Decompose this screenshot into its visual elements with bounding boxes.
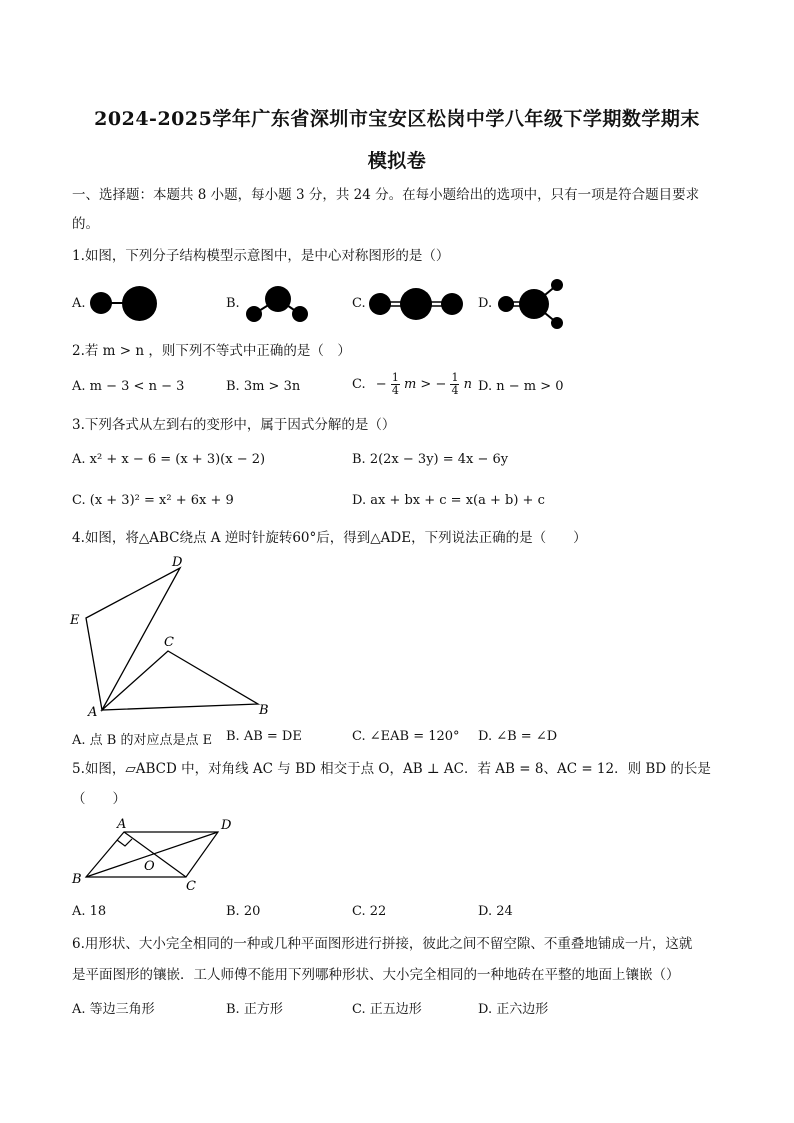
q5-parallelogram-figure	[62, 810, 252, 895]
q3-option-d: D. ax + bx + c = x(a + b) + c	[352, 493, 545, 508]
q5-option-c: C. 22	[352, 904, 387, 919]
q1-model-b	[240, 282, 315, 327]
q2-option-a: A. m − 3 < n − 3	[72, 379, 185, 394]
q6-option-c: C. 正五边形	[352, 1002, 422, 1017]
section-instruction-line2: 的。	[72, 216, 99, 232]
q6-option-b: B. 正方形	[226, 1002, 283, 1017]
q4-label-c: C	[164, 635, 174, 650]
q1-option-a-label: A.	[72, 296, 86, 311]
triangle-abc	[102, 651, 258, 710]
q3-option-b: B. 2(2x − 3y) = 4x − 6y	[352, 452, 509, 467]
q3-option-c: C. (x + 3)² = x² + 6x + 9	[72, 493, 234, 508]
q2-option-c-tail: n	[463, 377, 472, 392]
q1-option-b-label: B.	[226, 296, 240, 311]
q4-label-d: D	[172, 555, 183, 570]
q5-label-a: A	[117, 817, 127, 832]
q5-stem-tail: （ ）	[72, 791, 126, 807]
diagonal-ac	[124, 832, 186, 877]
q4-option-b: B. AB = DE	[226, 729, 302, 744]
q4-label-e: E	[70, 613, 80, 628]
q3-stem: 3.下列各式从左到右的变形中，属于因式分解的是（）	[72, 417, 396, 433]
q5-label-c: C	[186, 879, 196, 894]
q2-option-c-fraction2: $\frac{1}{4}$	[451, 371, 459, 397]
q5-label-o: O	[144, 859, 155, 874]
q4-option-c: C. ∠EAB = 120°	[352, 729, 460, 744]
q5-option-a: A. 18	[72, 904, 107, 919]
q6-stem-line2: 是平面图形的镶嵌．工人师傅不能用下列哪种形状、大小完全相同的一种地砖在平整的地面上镶嵌（）	[72, 967, 680, 983]
q2-option-c-middle: m > −	[403, 377, 447, 392]
q4-stem: 4.如图，将△ABC绕点 A 逆时针旋转60°后，得到△ADE，下列说法正确的是（ ）	[72, 530, 587, 546]
q4-option-d: D. ∠B = ∠D	[478, 729, 558, 744]
q2-option-b: B. 3m > 3n	[226, 379, 301, 394]
q6-option-a: A. 等边三角形	[72, 1002, 155, 1017]
q1-model-d	[494, 276, 569, 334]
q5-label-d: D	[221, 818, 232, 833]
q5-label-b: B	[72, 872, 82, 887]
q4-rotation-figure	[62, 550, 282, 720]
q4-option-a: A. 点 B 的对应点是点 E	[72, 733, 213, 748]
q1-option-c-label: C.	[352, 296, 366, 311]
q5-option-b: B. 20	[226, 904, 261, 919]
q2-option-c	[352, 372, 472, 397]
q6-stem-line1: 6.用形状、大小完全相同的一种或几种平面图形进行拼接，彼此之间不留空隙、不重叠地铺成一片，这就	[72, 936, 693, 952]
exam-title-line1: 2024-2025学年广东省深圳市宝安区松岗中学八年级下学期数学期末	[94, 108, 700, 130]
q1-model-c	[366, 286, 466, 322]
q2-option-c-fraction1: $\frac{1}{4}$	[391, 371, 399, 397]
q1-stem: 1.如图，下列分子结构模型示意图中，是中心对称图形的是（）	[72, 248, 450, 264]
section-instruction-line1: 一、选择题：本题共 8 小题，每小题 3 分，共 24 分。在每小题给出的选项中，只有一项是符合题目要求	[72, 187, 700, 203]
q4-label-a: A	[88, 705, 98, 720]
q1-option-d-label: D.	[478, 296, 493, 311]
q2-option-c-sign1: −	[375, 377, 387, 392]
q3-option-a: A. x² + x − 6 = (x + 3)(x − 2)	[72, 452, 266, 467]
q5-option-d: D. 24	[478, 904, 513, 919]
q2-option-c-label: C.	[352, 377, 366, 392]
q4-label-b: B	[259, 703, 269, 718]
exam-title-line2: 模拟卷	[367, 150, 427, 172]
q6-option-d: D. 正六边形	[478, 1002, 549, 1017]
q5-stem: 5.如图，▱ABCD 中，对角线 AC 与 BD 相交于点 O，AB ⊥ AC．若 AB = 8、AC = 12．则 BD 的长是	[72, 761, 711, 777]
right-angle-mark	[117, 839, 132, 846]
q2-option-d: D. n − m > 0	[478, 379, 564, 394]
q2-stem: 2.若 m > n ，则下列不等式中正确的是（ ）	[72, 343, 351, 359]
